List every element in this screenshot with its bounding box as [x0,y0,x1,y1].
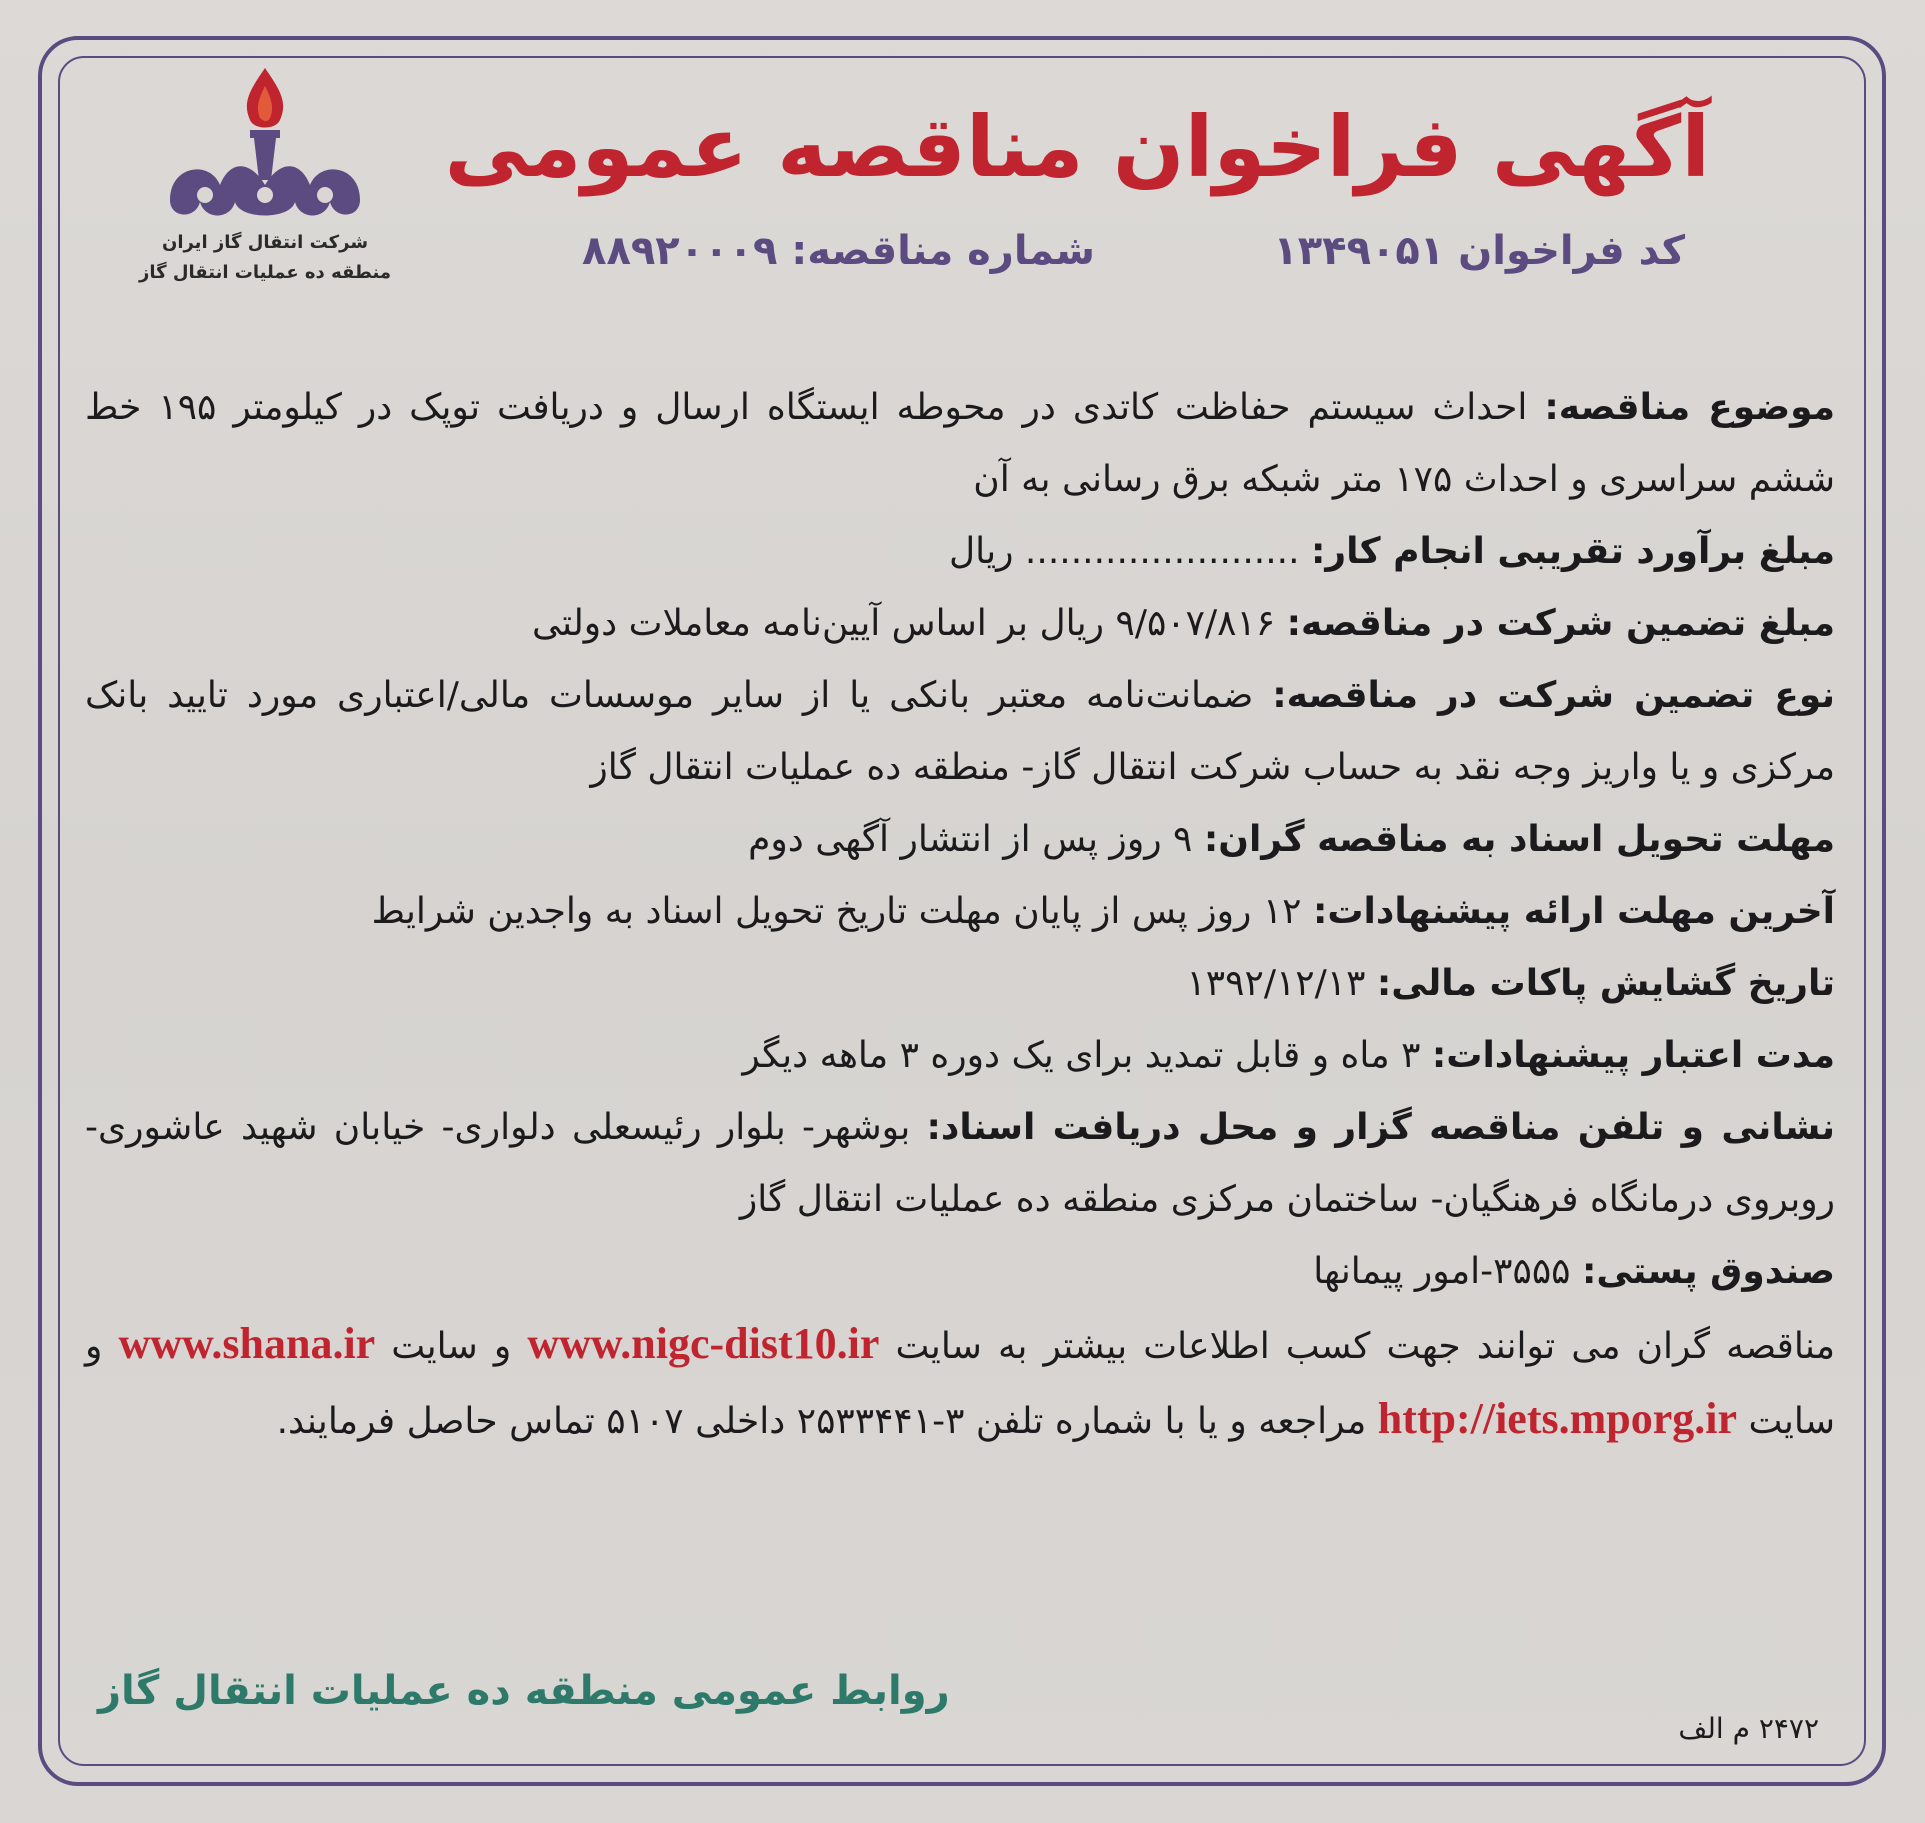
item-opening-date [85,948,1835,1020]
closing-text: مراجعه و یا با شماره تلفن ۳-۲۵۳۳۴۴۱ داخلی ۵۱۰۷ تماس حاصل فرمایند. [276,1401,1367,1442]
closing-paragraph [85,1308,1835,1458]
item-text: بوشهر- بلوار رئیسعلی دلواری- خیابان شهید عاشوری- روبروی درمانگاه فرهنگیان- ساختمان مرکزی منطقه ده عملیات انتقال گاز [85,1107,1835,1220]
logo-text [120,228,410,288]
item-guarantee-amount [85,588,1835,660]
closing-text: و سایت [391,1326,512,1367]
page-title: آگهی فراخوان مناقصه عمومی [444,98,1710,196]
item-text: ۹ روز پس از انتشار آگهی دوم [748,819,1193,860]
item-validity [85,1020,1835,1092]
closing-text: مناقصه گران می توانند جهت کسب اطلاعات بیشتر به سایت [895,1326,1835,1367]
item-label: نشانی و تلفن مناقصه گزار و محل دریافت اسناد: [926,1107,1835,1148]
closing-text: و سایت [85,1326,1835,1442]
item-text: ........................ ریال [948,531,1300,572]
tender-number: شماره مناقصه: ۸۸۹۲۰۰۰۹ [582,228,1095,274]
flame-torch-icon [150,60,380,230]
item-label: صندوق پستی: [1581,1251,1835,1292]
item-text: ۳ ماه و قابل تمدید برای یک دوره ۳ ماهه دیگر [742,1035,1421,1076]
announcement-body [85,372,1835,1458]
item-subject [85,372,1835,516]
item-estimate [85,516,1835,588]
public-relations-signature: روابط عمومی منطقه ده عملیات انتقال گاز [98,1668,950,1714]
company-logo [120,60,410,300]
item-label: تاریخ گشایش پاکات مالی: [1376,963,1835,1004]
item-label: مهلت تحویل اسناد به مناقصه گران: [1203,819,1835,860]
call-code: کد فراخوان ۱۳۴۹۰۵۱ [1273,228,1685,274]
site-link-shana[interactable]: www.shana.ir [118,1319,376,1368]
item-text: ۱۲ روز پس از پایان مهلت تاریخ تحویل اسناد به واجدین شرایط [371,891,1302,932]
item-text: ۳۵۵۵-امور پیمانها [1313,1251,1571,1292]
logo-region-name: منطقه ده عملیات انتقال گاز [139,262,391,283]
item-text: ۱۳۹۲/۱۲/۱۳ [1186,963,1366,1004]
item-label: آخرین مهلت ارائه پیشنهادات: [1312,891,1835,932]
site-link-nigc[interactable]: www.nigc-dist10.ir [527,1319,880,1368]
item-po-box [85,1236,1835,1308]
item-text: ۹/۵۰۷/۸۱۶ ریال بر اساس آیین‌نامه معاملات دولتی [531,603,1276,644]
ad-reference-number: ۲۴۷۲ م الف [1678,1712,1819,1745]
item-label: مبلغ برآورد تقریبی انجام کار: [1311,531,1835,572]
logo-company-name: شرکت انتقال گاز ایران [161,232,369,253]
item-address [85,1092,1835,1236]
item-label: نوع تضمین شرکت در مناقصه: [1272,675,1835,716]
item-text: ضمانت‌نامه معتبر بانکی یا از سایر موسسات مالی/اعتباری مورد تایید بانک مرکزی و یا واریز وجه نقد به حساب شرکت انتقال گاز- منطقه ده عملیات انتقال گاز [85,675,1835,788]
item-label: موضوع مناقصه: [1544,387,1835,428]
item-guarantee-type [85,660,1835,804]
item-text: احداث سیستم حفاظت کاتدی در محوطه ایستگاه ارسال و دریافت توپک در کیلومتر ۱۹۵ خط ششم سراسری و احداث ۱۷۵ متر شبکه برق رسانی به آن [85,387,1835,500]
item-document-deadline [85,804,1835,876]
item-label: مدت اعتبار پیشنهادات: [1431,1035,1835,1076]
item-label: مبلغ تضمین شرکت در مناقصه: [1286,603,1835,644]
site-link-iets[interactable]: http://iets.mporg.ir [1377,1394,1738,1443]
item-proposal-deadline [85,876,1835,948]
